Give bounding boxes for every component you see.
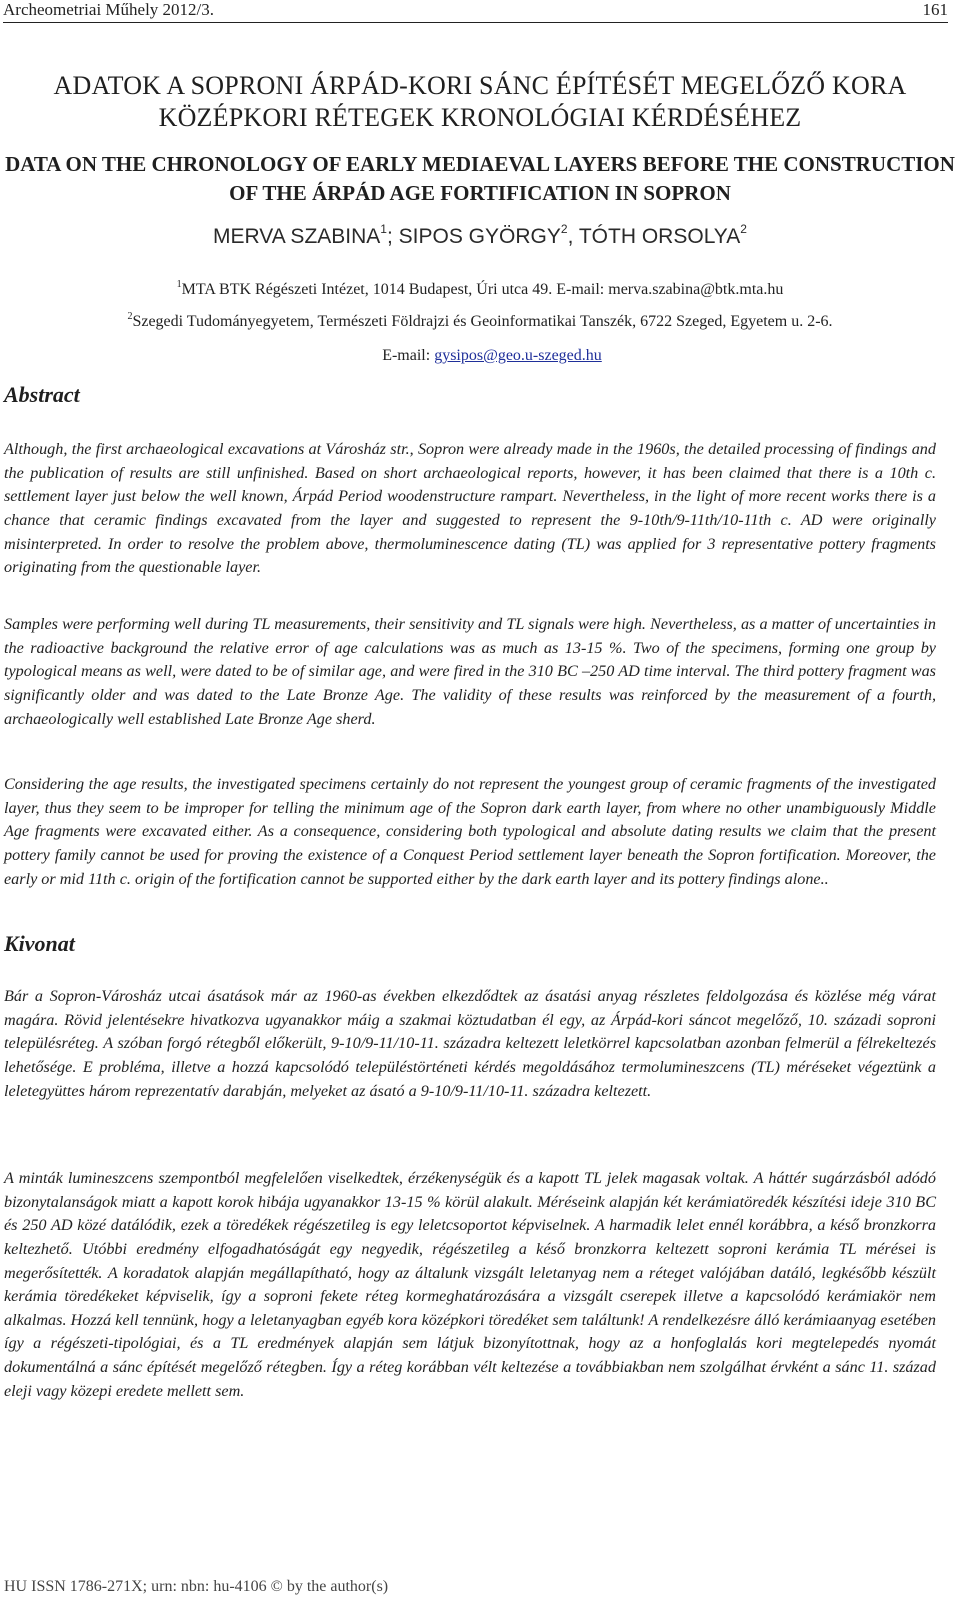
affiliation-mark: 1 [380,222,387,236]
affiliation-mark: 2 [560,222,568,236]
affiliation-mark: 2 [127,311,133,322]
title-english: DATA ON THE CHRONOLOGY OF EARLY MEDIAEVAL LAYERS BEFORE THE CONSTRUCTION OF THE ÁRPÁD AGE FORTIFICATION IN SOPRON [5,152,955,205]
kivonat-paragraph: A minták lumineszcens szempontból megfelelően viselkedtek, érzékenységük és a kapott TL jelek magasak voltak. A háttér sugárzásból adódó bizonytalanságok miatt a kapott korok hibája ugyanakkor 13-15 % körül alakult. Méréseink alapján két kerámiatöredék készítési ideje 310 BC és 250 AD közé datálódik, ezek a töredékek régészetileg is egy leletcsoportot képviselnek. A harmadik lelet ennél korábbra, a késő bronzkorra keltezhető. Utóbbi eredmény elfogadhatóságát egy negyedik, régészetileg a késő bronzkorra keltezett soproni kerámia TL mérései is megerősítették. A koradatok alapján megállapítható, hogy az általunk vizsgált leletanyag nem a réteget valójában datáló, legkésőbb készült kerámia töredékeket képviselik, így a soproni fekete réteg kormeghatározására a vizsgált cserepek illetve a kapcsolódó kerámiakör nem alkalmas. Hozzá kell tennünk, hogy a leletanyagban egyéb kora középkori töredéket sem találtunk! A rendelkezésre álló kerámiaanyag esetében így a régészeti-tipológiai, és a TL eredmények alapján sem látjuk bizonyítottnak, hogy az a honfoglalás kori megtelepedés nyomát dokumentálná a sánc építését megelőző rétegben. Így a réteg korábban vélt keltezése a továbbiakban nem szolgálhat érvként a sánc 11. század eleji vagy közepi eredete mellett sem. [4,1169,936,1400]
running-header [3,0,948,23]
affiliation-mark: 1 [176,279,182,290]
affiliation-text: Szegedi Tudományegyetem, Természeti Földrajzi és Geoinformatikai Tanszék, 6722 Szeged, Egyetem u. 2-6. [132,313,833,330]
kivonat-paragraph: Bár a Sopron-Városház utcai ásatások már az 1960-as években elkezdődtek az ásatási anyag részletes feldolgozása és közlése még várat magára. Rövid jelentésekre hivatkozva ugyanakkor máig a szakmai köztudatban él egy, az Árpád-kori sáncot megelőző, 10. századi soproni településréteg. A szóban forgó rétegből előkerült, 9-10/9-11/10-11. századra keltezett leletkörrel kapcsolatban azonban felmerül a félrekeltezés lehetősége. E probléma, illetve a hozzá kapcsolódó településtörténeti kérdés megoldásához termolumineszcens (TL) méréseket végeztünk a leletegyüttes három reprezentatív darabján, melyeket az ásató a 9-10/9-11/10-11. századra keltezett. [4,987,936,1100]
author-name: MERVA SZABINA [213,225,381,248]
affiliation-mark: 2 [740,222,747,236]
email-link[interactable]: gysipos@geo.u-szeged.hu [434,347,602,364]
page-number: 161 [922,0,948,19]
abstract-paragraph: Considering the age results, the investigated specimens certainly do not represent the youngest group of ceramic fragments of the investigated layer, thus they seem to be improper for telling the minimum age of the Sopron dark earth layer, from where no other unambiguously Middle Age fragments were excavated either. As a consequence, considering both typological and absolute dating results we claim that the present pottery family cannot be used for proving the existence of a Conquest Period settlement layer beneath the Sopron fortification. Moreover, the early or mid 11th c. origin of the fortification cannot be supported either by the dark earth layer and its pottery findings alone.. [4,775,936,888]
page-footer: HU ISSN 1786-271X; urn: nbn: hu-4106 © by the author(s) [4,1578,389,1595]
kivonat-heading: Kivonat [4,931,75,956]
affiliation-2 [0,306,960,333]
abstract-paragraph: Although, the first archaeological excavations at Városház str., Sopron were already made in the 1960s, the detailed processing of findings and the publication of results are still unfinished. Based on short archaeological reports, however, it has been claimed that there is a 10th c. settlement layer just below the well known, Árpád Period woodenstructure rampart. Nevertheless, in the light of more recent works there is a chance that ceramic findings excavated from the layer and suggested to represent the 9-10th/9-11th/10-11th c. AD were originally misinterpreted. In order to resolve the problem above, thermoluminescence dating (TL) was applied for 3 representative pottery fragments originating from the questionable layer. [4,440,936,577]
journal-name: Archeometriai Műhely 2012/3. [3,0,215,19]
author-separator: ; [386,225,399,248]
abstract-heading: Abstract [4,382,80,407]
author-name: TÓTH ORSOLYA [578,225,741,248]
title-hungarian: ADATOK A SOPRONI ÁRPÁD-KORI SÁNC ÉPÍTÉSÉT MEGELŐZŐ KORA KÖZÉPKORI RÉTEGEK KRONOLÓGIAI KÉRDÉSÉHEZ [53,71,907,132]
email-label: E-mail: [382,347,435,364]
abstract-paragraph: Samples were performing well during TL measurements, their sensitivity and TL signals were high. Nevertheless, as a matter of uncertainties in the radioactive background the relative error of age calculations was as much as 13-15 %. Two of the specimens, forming one group by typological means as well, were dated to be of similar age, and were fired in the 310 BC –250 AD time interval. The third pottery fragment was significantly older and was dated to the Late Bronze Age. The validity of these results was reinforced by the measurement of a fourth, archaeologically well established Late Bronze Age sherd. [4,615,936,728]
affiliation-2-email [12,345,960,367]
affiliation-1 [0,274,960,301]
author-list [0,216,960,250]
affiliation-text: MTA BTK Régészeti Intézet, 1014 Budapest, Úri utca 49. E-mail: merva.szabina@btk.mta.hu [181,281,784,298]
author-separator: , [567,225,579,248]
author-name: SIPOS GYÖRGY [398,225,561,248]
